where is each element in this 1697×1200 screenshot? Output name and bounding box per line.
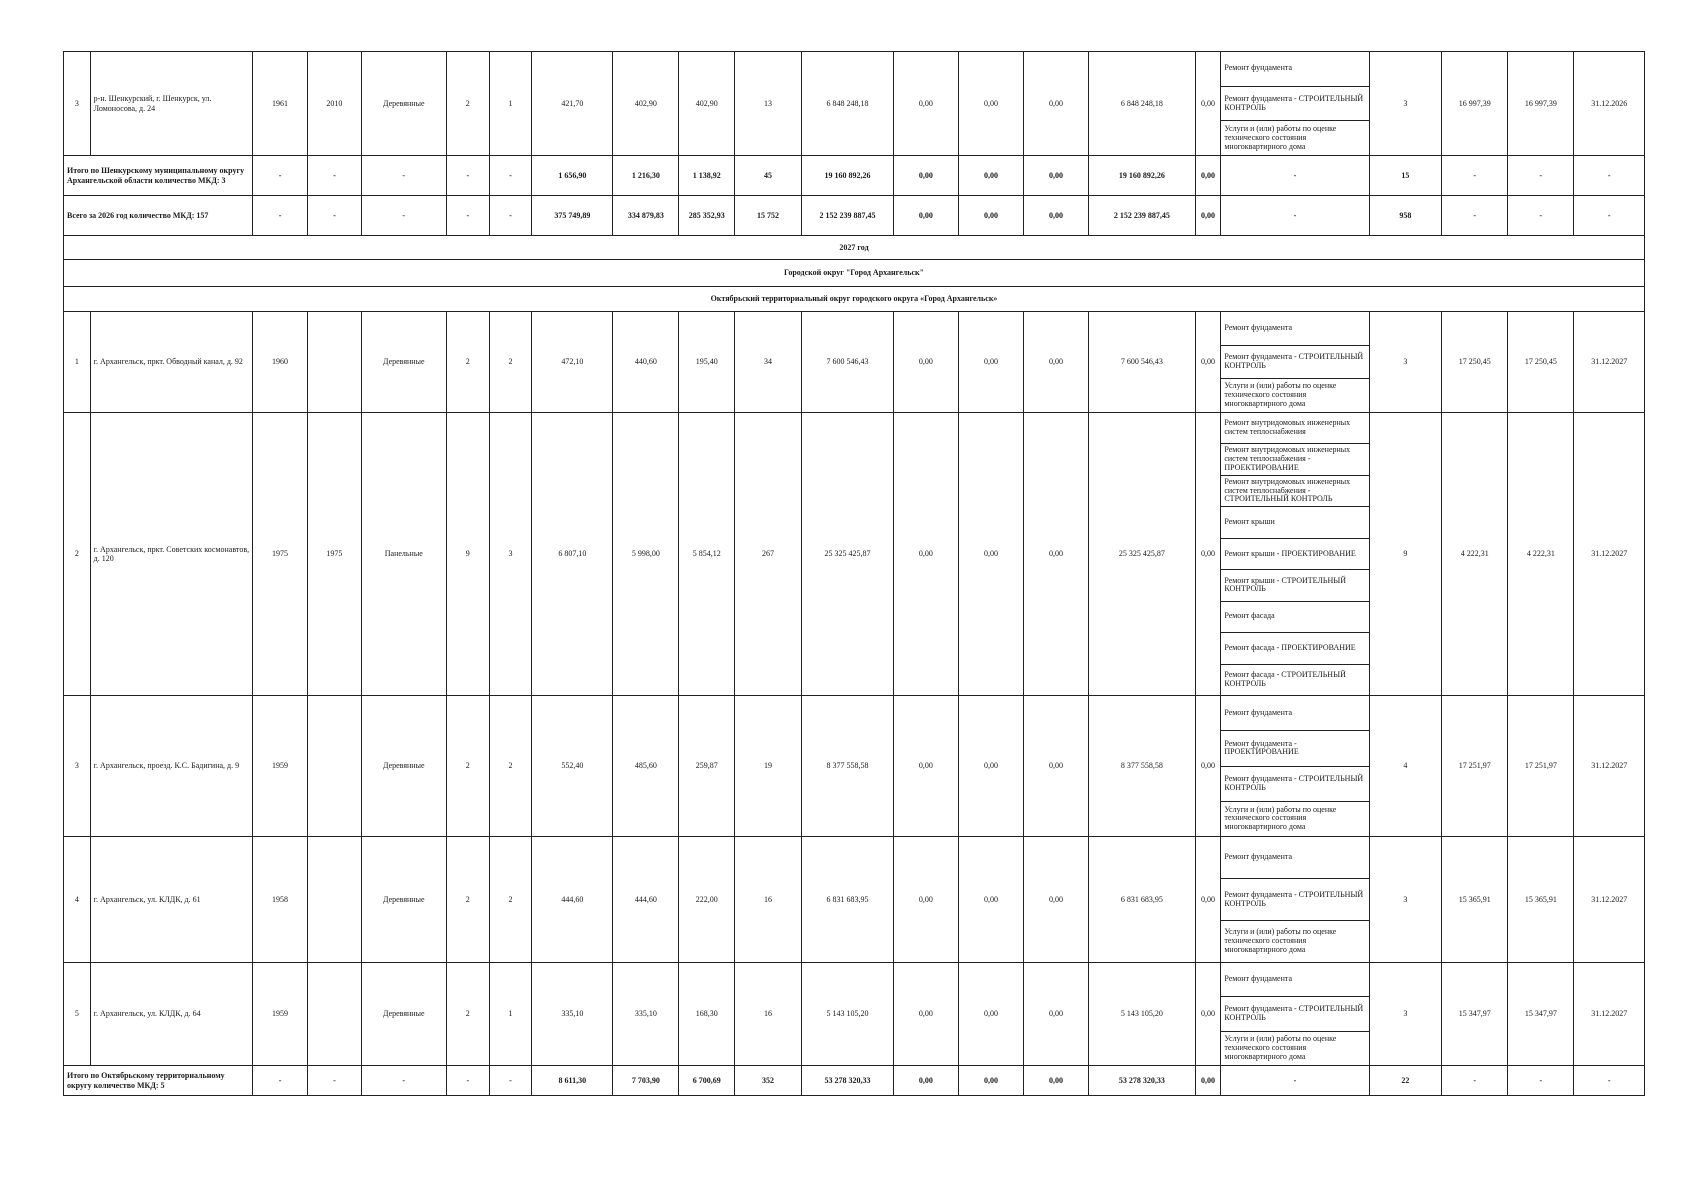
residents-cell: 15 752: [734, 196, 801, 236]
cost-total-cell: 6 848 248,18: [802, 52, 894, 156]
cost-other-cell: 0,00: [1195, 963, 1221, 1066]
cost-regional-cell: 0,00: [958, 1066, 1023, 1096]
area-living-cell: 334 879,83: [613, 196, 679, 236]
dash-cell: -: [361, 1066, 446, 1096]
row-number: 2: [64, 413, 91, 696]
year-repair-cell: [308, 837, 361, 963]
capital-repair-table: [63, 51, 1645, 1096]
total-row-shenkursk: [64, 156, 1645, 196]
cost-local-cell: 0,00: [1024, 696, 1089, 837]
area-total-cell: 1 656,90: [532, 156, 613, 196]
residents-cell: 16: [734, 963, 801, 1066]
work-item: Услуги и (или) работы по оценке технического состояния многоквартирного дома: [1224, 804, 1337, 832]
work-item: Ремонт внутридомовых инженерных систем теплоснабжения - СТРОИТЕЛЬНЫЙ КОНТРОЛЬ: [1221, 476, 1368, 507]
work-item: Ремонт фундамента - СТРОИТЕЛЬНЫЙ КОНТРОЛЬ: [1221, 346, 1368, 380]
dash-cell: -: [1221, 156, 1369, 196]
dash-cell: -: [1442, 156, 1508, 196]
cost-total-cell: 2 152 239 887,45: [802, 196, 894, 236]
cost-local-cell: 0,00: [1024, 196, 1089, 236]
cost-owners-cell: 7 600 546,43: [1089, 312, 1196, 413]
area-total-cell: 8 611,30: [532, 1066, 613, 1096]
works-list-cell: [1221, 312, 1369, 413]
floors-cell: 2: [446, 312, 489, 413]
wall-material-cell: Деревянные: [361, 52, 446, 156]
year-repair-cell: [308, 963, 361, 1066]
limit-cost-cell: 4 222,31: [1508, 413, 1574, 696]
work-item: Ремонт фундамента - СТРОИТЕЛЬНЫЙ КОНТРОЛЬ: [1221, 87, 1368, 122]
total-label: Всего за 2026 год количество МКД: 157: [64, 196, 253, 236]
area-residential-cell: 259,87: [679, 696, 734, 837]
dash-cell: -: [446, 156, 489, 196]
limit-cost-cell: 16 997,39: [1508, 52, 1574, 156]
year-built-cell: 1959: [252, 963, 307, 1066]
cost-federal-cell: 0,00: [893, 1066, 958, 1096]
unit-cost-cell: 15 365,91: [1442, 837, 1508, 963]
dash-cell: -: [1508, 196, 1574, 236]
cost-total-cell: 25 325 425,87: [802, 413, 894, 696]
total-row-2026: [64, 196, 1645, 236]
cost-federal-cell: 0,00: [893, 963, 958, 1066]
area-total-cell: 444,60: [532, 837, 613, 963]
total-label: Итого по Шенкурскому муниципальному округу Архангельской области количество МКД: 3: [64, 156, 253, 196]
cost-regional-cell: 0,00: [958, 696, 1023, 837]
works-count-cell: 22: [1369, 1066, 1442, 1096]
dash-cell: -: [252, 196, 307, 236]
dash-cell: -: [489, 196, 532, 236]
area-living-cell: 444,60: [613, 837, 679, 963]
cost-other-cell: 0,00: [1195, 196, 1221, 236]
residents-cell: 267: [734, 413, 801, 696]
area-residential-cell: 195,40: [679, 312, 734, 413]
wall-material-cell: Деревянные: [361, 963, 446, 1066]
entrances-cell: 2: [489, 696, 532, 837]
cost-regional-cell: 0,00: [958, 52, 1023, 156]
cost-regional-cell: 0,00: [958, 963, 1023, 1066]
dash-cell: -: [308, 1066, 361, 1096]
cost-federal-cell: 0,00: [893, 52, 958, 156]
residents-cell: 19: [734, 696, 801, 837]
residents-cell: 45: [734, 156, 801, 196]
cost-local-cell: 0,00: [1024, 312, 1089, 413]
row-number: 3: [64, 696, 91, 837]
area-living-cell: 440,60: [613, 312, 679, 413]
year-built-cell: 1960: [252, 312, 307, 413]
cost-local-cell: 0,00: [1024, 156, 1089, 196]
dash-cell: -: [308, 196, 361, 236]
cost-owners-cell: 53 278 320,33: [1089, 1066, 1196, 1096]
cost-total-cell: 19 160 892,26: [802, 156, 894, 196]
cost-total-cell: 5 143 105,20: [802, 963, 894, 1066]
district-header-text: Октябрьский территориальный округ городского округа «Город Архангельск»: [64, 287, 1645, 312]
unit-cost-cell: 15 347,97: [1442, 963, 1508, 1066]
work-item: Ремонт фундамента - ПРОЕКТИРОВАНИЕ: [1221, 731, 1368, 766]
residents-cell: 352: [734, 1066, 801, 1096]
table-row: [64, 52, 1645, 156]
area-residential-cell: 285 352,93: [679, 196, 734, 236]
works-count-cell: 9: [1369, 413, 1442, 696]
works-count-cell: 3: [1369, 837, 1442, 963]
dash-cell: -: [361, 156, 446, 196]
work-item: Ремонт фасада - ПРОЕКТИРОВАНИЕ: [1221, 633, 1368, 664]
dash-cell: -: [489, 1066, 532, 1096]
area-residential-cell: 6 700,69: [679, 1066, 734, 1096]
row-number: 1: [64, 312, 91, 413]
table-row: [64, 413, 1645, 696]
cost-local-cell: 0,00: [1024, 1066, 1089, 1096]
cost-regional-cell: 0,00: [958, 837, 1023, 963]
cost-other-cell: 0,00: [1195, 1066, 1221, 1096]
area-residential-cell: 168,30: [679, 963, 734, 1066]
cost-owners-cell: 6 831 683,95: [1089, 837, 1196, 963]
work-item: Ремонт фундамента: [1221, 696, 1368, 731]
works-list-cell: [1221, 837, 1369, 963]
dash-cell: -: [1221, 196, 1369, 236]
entrances-cell: 1: [489, 963, 532, 1066]
cost-federal-cell: 0,00: [893, 156, 958, 196]
area-living-cell: 1 216,30: [613, 156, 679, 196]
dash-cell: -: [1574, 1066, 1645, 1096]
work-item: Ремонт крыши: [1221, 507, 1368, 538]
wall-material-cell: Деревянные: [361, 312, 446, 413]
deadline-cell: 31.12.2027: [1574, 312, 1645, 413]
cost-local-cell: 0,00: [1024, 52, 1089, 156]
limit-cost-cell: 15 365,91: [1508, 837, 1574, 963]
work-item: Ремонт крыши - ПРОЕКТИРОВАНИЕ: [1221, 539, 1368, 570]
cost-other-cell: 0,00: [1195, 52, 1221, 156]
cost-other-cell: 0,00: [1195, 156, 1221, 196]
works-list-cell: [1221, 52, 1369, 156]
area-residential-cell: 222,00: [679, 837, 734, 963]
area-living-cell: 402,90: [613, 52, 679, 156]
work-item: Ремонт фасада - СТРОИТЕЛЬНЫЙ КОНТРОЛЬ: [1224, 669, 1346, 688]
dash-cell: -: [252, 1066, 307, 1096]
area-total-cell: 421,70: [532, 52, 613, 156]
works-count-cell: 15: [1369, 156, 1442, 196]
year-header: [64, 236, 1645, 260]
dash-cell: -: [1442, 196, 1508, 236]
cost-other-cell: 0,00: [1195, 696, 1221, 837]
cost-other-cell: 0,00: [1195, 312, 1221, 413]
floors-cell: 2: [446, 696, 489, 837]
cost-federal-cell: 0,00: [893, 413, 958, 696]
table-row: [64, 312, 1645, 413]
residents-cell: 34: [734, 312, 801, 413]
city-header-text: Городской округ "Город Архангельск": [64, 260, 1645, 287]
works-count-cell: 958: [1369, 196, 1442, 236]
residents-cell: 16: [734, 837, 801, 963]
dash-cell: -: [1508, 156, 1574, 196]
year-repair-cell: 2010: [308, 52, 361, 156]
cost-federal-cell: 0,00: [893, 312, 958, 413]
year-built-cell: 1961: [252, 52, 307, 156]
unit-cost-cell: 16 997,39: [1442, 52, 1508, 156]
address-cell: р-н. Шенкурский, г. Шенкурск, ул. Ломоносова, д. 24: [90, 52, 252, 156]
work-item: Ремонт фундамента - СТРОИТЕЛЬНЫЙ КОНТРОЛЬ: [1221, 997, 1368, 1031]
floors-cell: 9: [446, 413, 489, 696]
year-repair-cell: 1975: [308, 413, 361, 696]
dash-cell: -: [446, 1066, 489, 1096]
wall-material-cell: Деревянные: [361, 696, 446, 837]
entrances-cell: 2: [489, 837, 532, 963]
cost-total-cell: 8 377 558,58: [802, 696, 894, 837]
address-cell: г. Архангельск, пркт. Обводный канал, д. 92: [90, 312, 252, 413]
cost-other-cell: 0,00: [1195, 413, 1221, 696]
work-item: Услуги и (или) работы по оценке технического состояния многоквартирного дома: [1224, 1034, 1337, 1061]
cost-owners-cell: 6 848 248,18: [1089, 52, 1196, 156]
wall-material-cell: Панельные: [361, 413, 446, 696]
dash-cell: -: [361, 196, 446, 236]
area-living-cell: 5 998,00: [613, 413, 679, 696]
dash-cell: -: [489, 156, 532, 196]
work-item: Ремонт фундамента: [1221, 837, 1368, 879]
row-number: 3: [64, 52, 91, 156]
total-label: Итого по Октябрьскому территориальному округу количество МКД: 5: [64, 1066, 253, 1096]
work-item: Ремонт внутридомовых инженерных систем теплоснабжения - ПРОЕКТИРОВАНИЕ: [1221, 444, 1368, 475]
works-count-cell: 3: [1369, 312, 1442, 413]
district-header: [64, 287, 1645, 312]
cost-federal-cell: 0,00: [893, 196, 958, 236]
entrances-cell: 3: [489, 413, 532, 696]
works-count-cell: 4: [1369, 696, 1442, 837]
address-cell: г. Архангельск, ул. КЛДК, д. 64: [90, 963, 252, 1066]
work-item: Ремонт фундамента: [1221, 312, 1368, 346]
deadline-cell: 31.12.2027: [1574, 696, 1645, 837]
works-list-cell: [1221, 963, 1369, 1066]
cost-local-cell: 0,00: [1024, 963, 1089, 1066]
work-item: Услуги и (или) работы по оценке технического состояния многоквартирного дома: [1224, 927, 1337, 954]
dash-cell: -: [252, 156, 307, 196]
dash-cell: -: [308, 156, 361, 196]
year-repair-cell: [308, 312, 361, 413]
cost-local-cell: 0,00: [1024, 413, 1089, 696]
city-header: [64, 260, 1645, 287]
dash-cell: -: [1574, 196, 1645, 236]
work-item: Ремонт фундамента - СТРОИТЕЛЬНЫЙ КОНТРОЛЬ: [1221, 879, 1368, 921]
floors-cell: 2: [446, 52, 489, 156]
work-item: Ремонт фундамента: [1221, 963, 1368, 997]
area-total-cell: 472,10: [532, 312, 613, 413]
limit-cost-cell: 15 347,97: [1508, 963, 1574, 1066]
dash-cell: -: [1574, 156, 1645, 196]
table-row: [64, 837, 1645, 963]
dash-cell: -: [1442, 1066, 1508, 1096]
area-residential-cell: 5 854,12: [679, 413, 734, 696]
cost-total-cell: 6 831 683,95: [802, 837, 894, 963]
unit-cost-cell: 4 222,31: [1442, 413, 1508, 696]
area-living-cell: 485,60: [613, 696, 679, 837]
entrances-cell: 2: [489, 312, 532, 413]
area-total-cell: 6 807,10: [532, 413, 613, 696]
area-living-cell: 7 703,90: [613, 1066, 679, 1096]
wall-material-cell: Деревянные: [361, 837, 446, 963]
dash-cell: -: [446, 196, 489, 236]
total-row-oktyabrsky: [64, 1066, 1645, 1096]
deadline-cell: 31.12.2027: [1574, 837, 1645, 963]
entrances-cell: 1: [489, 52, 532, 156]
floors-cell: 2: [446, 963, 489, 1066]
work-item: Ремонт фундамента - СТРОИТЕЛЬНЫЙ КОНТРОЛЬ: [1221, 767, 1368, 802]
cost-owners-cell: 8 377 558,58: [1089, 696, 1196, 837]
area-residential-cell: 402,90: [679, 52, 734, 156]
work-item: Услуги и (или) работы по оценке технического состояния многоквартирного дома: [1224, 123, 1337, 151]
cost-owners-cell: 2 152 239 887,45: [1089, 196, 1196, 236]
dash-cell: -: [1508, 1066, 1574, 1096]
works-count-cell: 3: [1369, 52, 1442, 156]
work-item: Ремонт внутридомовых инженерных систем теплоснабжения: [1221, 413, 1368, 444]
cost-total-cell: 53 278 320,33: [802, 1066, 894, 1096]
area-total-cell: 552,40: [532, 696, 613, 837]
table-row: [64, 963, 1645, 1066]
address-cell: г. Архангельск, пркт. Советских космонавтов, д. 120: [90, 413, 252, 696]
area-living-cell: 335,10: [613, 963, 679, 1066]
deadline-cell: 31.12.2027: [1574, 963, 1645, 1066]
works-list-cell: [1221, 696, 1369, 837]
area-total-cell: 375 749,89: [532, 196, 613, 236]
unit-cost-cell: 17 251,97: [1442, 696, 1508, 837]
row-number: 5: [64, 963, 91, 1066]
cost-local-cell: 0,00: [1024, 837, 1089, 963]
cost-regional-cell: 0,00: [958, 196, 1023, 236]
limit-cost-cell: 17 251,97: [1508, 696, 1574, 837]
cost-owners-cell: 5 143 105,20: [1089, 963, 1196, 1066]
unit-cost-cell: 17 250,45: [1442, 312, 1508, 413]
cost-owners-cell: 25 325 425,87: [1089, 413, 1196, 696]
limit-cost-cell: 17 250,45: [1508, 312, 1574, 413]
dash-cell: -: [1221, 1066, 1369, 1096]
cost-regional-cell: 0,00: [958, 156, 1023, 196]
work-item: Ремонт крыши - СТРОИТЕЛЬНЫЙ КОНТРОЛЬ: [1221, 570, 1368, 601]
works-list-cell: [1221, 413, 1369, 696]
year-repair-cell: [308, 696, 361, 837]
floors-cell: 2: [446, 837, 489, 963]
works-count-cell: 3: [1369, 963, 1442, 1066]
year-built-cell: 1958: [252, 837, 307, 963]
work-item: Ремонт фундамента: [1221, 52, 1368, 87]
cost-federal-cell: 0,00: [893, 696, 958, 837]
year-built-cell: 1959: [252, 696, 307, 837]
row-number: 4: [64, 837, 91, 963]
work-item: Услуги и (или) работы по оценке технического состояния многоквартирного дома: [1224, 381, 1337, 409]
residents-cell: 13: [734, 52, 801, 156]
address-cell: г. Архангельск, ул. КЛДК, д. 61: [90, 837, 252, 963]
cost-other-cell: 0,00: [1195, 837, 1221, 963]
year-built-cell: 1975: [252, 413, 307, 696]
cost-federal-cell: 0,00: [893, 837, 958, 963]
cost-total-cell: 7 600 546,43: [802, 312, 894, 413]
area-residential-cell: 1 138,92: [679, 156, 734, 196]
cost-regional-cell: 0,00: [958, 312, 1023, 413]
deadline-cell: 31.12.2026: [1574, 52, 1645, 156]
area-total-cell: 335,10: [532, 963, 613, 1066]
year-header-text: 2027 год: [64, 236, 1645, 260]
cost-regional-cell: 0,00: [958, 413, 1023, 696]
address-cell: г. Архангельск, проезд. К.С. Бадигина, д. 9: [90, 696, 252, 837]
deadline-cell: 31.12.2027: [1574, 413, 1645, 696]
cost-owners-cell: 19 160 892,26: [1089, 156, 1196, 196]
table-row: [64, 696, 1645, 837]
work-item: Ремонт фасада: [1221, 602, 1368, 633]
